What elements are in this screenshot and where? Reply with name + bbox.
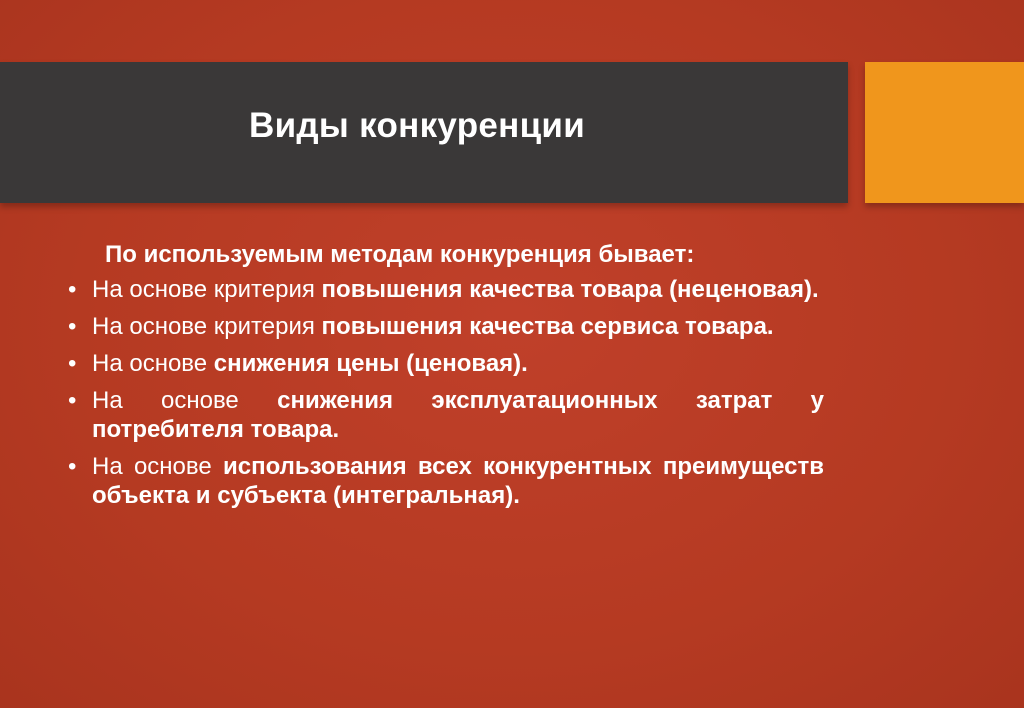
bullet-icon: • [68, 350, 77, 377]
bullet-icon: • [68, 387, 77, 414]
item-prefix: На основе [92, 453, 223, 480]
item-emphasis: использования всех конкурентных преимуществ объекта и субъекта (интегральная). [92, 453, 825, 509]
item-prefix: На основе критерия [92, 313, 322, 340]
item-emphasis: повышения качества товара (неценовая). [321, 276, 819, 303]
title-bar [0, 62, 848, 203]
list-item [68, 349, 824, 378]
list-item [68, 452, 824, 510]
item-prefix: На основе [92, 387, 278, 414]
bullet-list [68, 275, 824, 510]
bullet-icon: • [68, 313, 77, 340]
bullet-icon: • [68, 276, 77, 303]
item-emphasis: снижения цены (ценовая). [213, 350, 528, 377]
item-prefix: На основе критерия [92, 276, 322, 303]
item-prefix: На основе [92, 350, 214, 377]
item-emphasis: повышения качества сервиса товара. [321, 313, 774, 340]
slide-content [68, 240, 824, 518]
slide-title: Виды конкуренции [249, 106, 586, 145]
list-item [68, 386, 824, 444]
list-item [68, 275, 824, 304]
list-item [68, 312, 824, 341]
intro-text: По используемым методам конкуренция бывает: [105, 241, 695, 268]
bullet-icon: • [68, 453, 77, 480]
accent-block [865, 62, 1024, 203]
item-emphasis: снижения эксплуатационных затрат у потребителя товара. [92, 387, 825, 443]
